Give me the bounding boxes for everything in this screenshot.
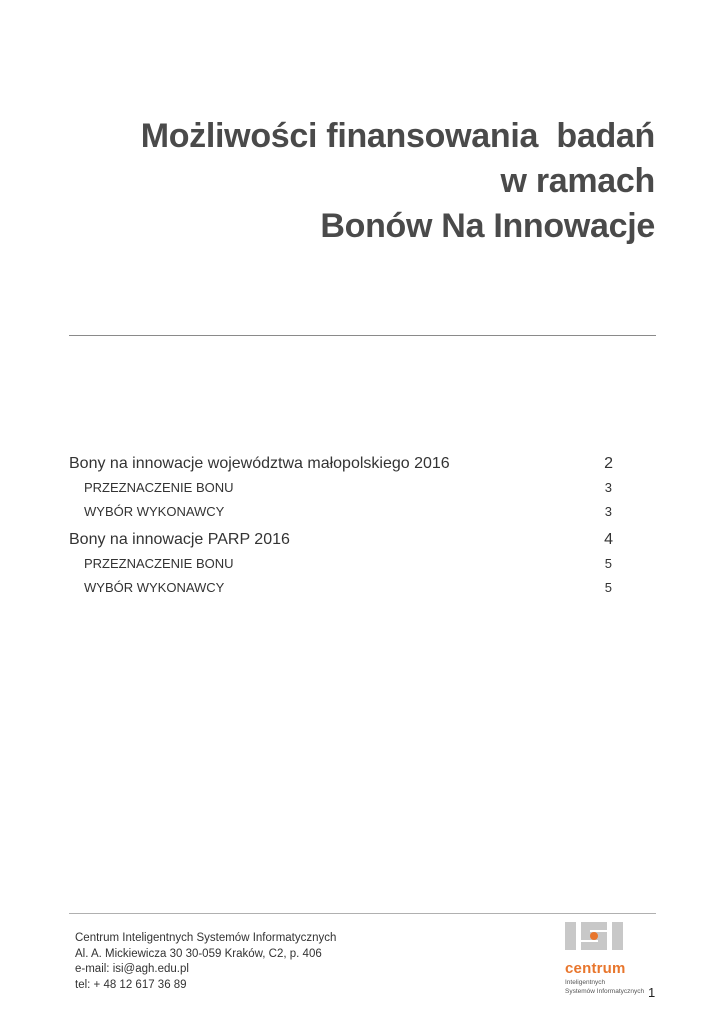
footer-contact xyxy=(75,931,336,993)
toc-subentry[interactable] xyxy=(69,576,613,600)
footer-phone: tel: + 48 12 617 36 89 xyxy=(75,978,187,991)
logo-subtitle xyxy=(565,979,644,996)
document-title xyxy=(141,114,655,249)
toc-subentry-page: 5 xyxy=(604,556,612,571)
toc-entry-label: Bony na innowacje województwa małopolskiego 2016 xyxy=(69,455,450,472)
toc-subentry-page: 5 xyxy=(604,580,612,595)
toc-subentry-label: PRZEZNACZENIE BONU xyxy=(84,556,234,571)
toc-subentry-label: WYBÓR WYKONAWCY xyxy=(84,580,225,595)
toc-entry[interactable] xyxy=(69,528,613,552)
footer-address: Al. A. Mickiewicza 30 30-059 Kraków, C2, p. 406 xyxy=(75,947,322,960)
title-line-3: Bonów Na Innowacje xyxy=(320,207,655,245)
footer-divider xyxy=(69,913,656,914)
toc-subentry[interactable] xyxy=(69,500,613,524)
toc-subentry-page: 3 xyxy=(604,480,612,495)
logo-subtitle-line-1: Inteligentnych xyxy=(565,979,606,986)
toc-entry-page: 4 xyxy=(604,531,613,548)
toc-subentry[interactable] xyxy=(69,552,613,576)
title-line-1: Możliwości finansowania badań xyxy=(140,117,655,155)
toc-subentry[interactable] xyxy=(69,476,613,500)
logo-wordmark: centrum xyxy=(565,960,626,977)
logo-subtitle-line-2: Systemów Informatycznych xyxy=(565,987,645,995)
toc-subentry-label: PRZEZNACZENIE BONU xyxy=(84,480,234,495)
title-divider xyxy=(69,335,656,336)
title-line-2: w ramach xyxy=(500,162,655,200)
footer-organization: Centrum Inteligentnych Systemów Informatycznych xyxy=(75,932,337,944)
toc-entry-label: Bony na innowacje PARP 2016 xyxy=(69,531,290,548)
footer-email: e-mail: isi@agh.edu.pl xyxy=(75,963,189,975)
toc-subentry-label: WYBÓR WYKONAWCY xyxy=(84,504,225,519)
toc-subentry-page: 3 xyxy=(604,504,612,519)
toc-entry[interactable] xyxy=(69,452,613,476)
page-number: 1 xyxy=(648,985,656,1000)
toc-entry-page: 2 xyxy=(604,455,613,472)
table-of-contents xyxy=(69,452,613,600)
